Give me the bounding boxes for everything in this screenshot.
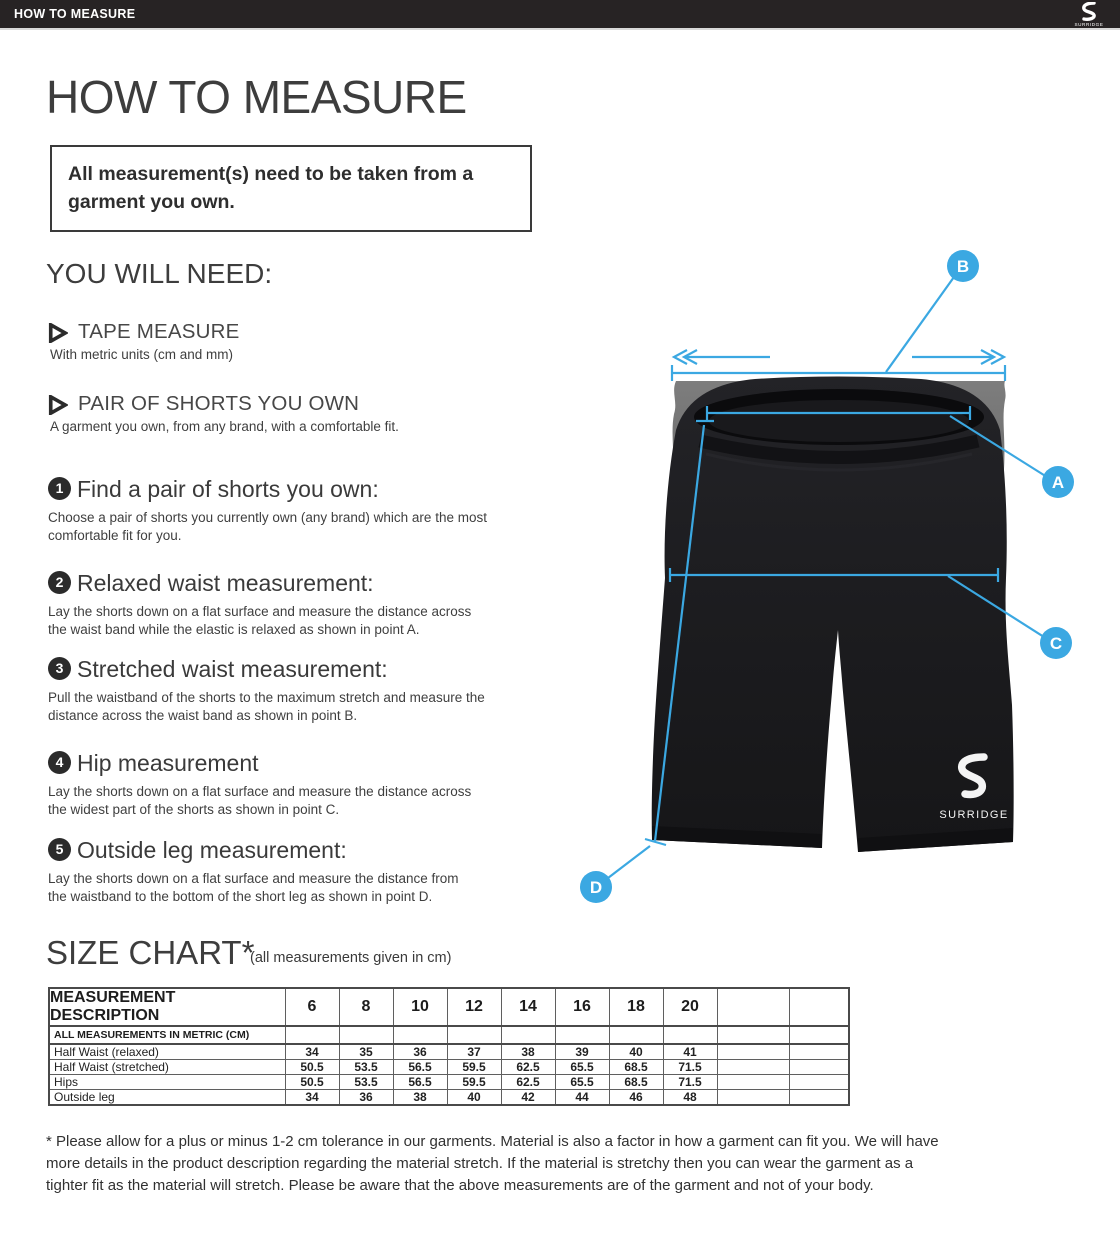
step-number-badge: 2 xyxy=(48,571,71,594)
step-number-badge: 4 xyxy=(48,751,71,774)
table-header-cell xyxy=(717,988,789,1026)
value-cell: 68.5 xyxy=(609,1060,663,1075)
empty-cell xyxy=(555,1026,609,1044)
shorts-diagram xyxy=(540,240,1120,940)
empty-cell xyxy=(717,1075,789,1090)
row-label-cell: Half Waist (relaxed) xyxy=(49,1044,285,1060)
top-bar xyxy=(0,0,1120,30)
value-cell: 36 xyxy=(339,1090,393,1106)
empty-cell xyxy=(609,1026,663,1044)
value-cell: 34 xyxy=(285,1090,339,1106)
step-title: Stretched waist measurement: xyxy=(77,656,388,682)
empty-cell xyxy=(501,1026,555,1044)
step-title: Relaxed waist measurement: xyxy=(77,570,374,596)
need-item-note: A garment you own, from any brand, with a comfortable fit. xyxy=(50,419,399,434)
step-body-line: Choose a pair of shorts you currently own (any brand) which are the most xyxy=(48,510,487,525)
step-body-line: the widest part of the shorts as shown in point C. xyxy=(48,802,340,817)
empty-cell xyxy=(339,1026,393,1044)
value-cell: 38 xyxy=(393,1090,447,1106)
empty-cell xyxy=(717,1090,789,1106)
need-item-label: TAPE MEASURE xyxy=(78,320,240,343)
footnote-line: tighter fit as the material will stretch. Please be aware that the above measurements are of the garment and not of your body. xyxy=(46,1177,874,1194)
step-title: Find a pair of shorts you own: xyxy=(77,476,379,502)
value-cell: 53.5 xyxy=(339,1075,393,1090)
step-title: Outside leg measurement: xyxy=(77,837,347,863)
value-cell: 68.5 xyxy=(609,1075,663,1090)
empty-cell xyxy=(447,1026,501,1044)
step-title: Hip measurement xyxy=(77,750,259,776)
table-header-cell xyxy=(789,988,849,1026)
value-cell: 62.5 xyxy=(501,1060,555,1075)
point-d-label: D xyxy=(589,878,603,897)
value-cell: 44 xyxy=(555,1090,609,1106)
table-header-cell: 12 xyxy=(447,988,501,1026)
footnote-line: more details in the product description regarding the material stretch. If the material is stretchy then you can wear the garment as a xyxy=(46,1155,914,1172)
table-row xyxy=(49,1090,849,1106)
need-item-label: PAIR OF SHORTS YOU OWN xyxy=(78,392,360,415)
table-row xyxy=(49,1060,849,1075)
step-body-line: Lay the shorts down on a flat surface and measure the distance from xyxy=(48,871,459,886)
step-item xyxy=(48,751,548,823)
value-cell: 71.5 xyxy=(663,1060,717,1075)
value-cell: 40 xyxy=(447,1090,501,1106)
table-header-cell: 10 xyxy=(393,988,447,1026)
step-body-line: the waistband to the bottom of the short leg as shown in point D. xyxy=(48,889,433,904)
point-b-label: B xyxy=(956,257,970,276)
value-cell: 62.5 xyxy=(501,1075,555,1090)
size-chart-note: (all measurements given in cm) xyxy=(250,950,452,966)
point-a-label: A xyxy=(1051,473,1065,492)
step-item xyxy=(48,657,548,729)
leader-line-d xyxy=(608,846,650,878)
page-title: HOW TO MEASURE xyxy=(46,71,467,123)
table-header-cell: 20 xyxy=(663,988,717,1026)
value-cell: 46 xyxy=(609,1090,663,1106)
empty-cell xyxy=(717,1044,789,1060)
value-cell: 42 xyxy=(501,1090,555,1106)
you-will-need-heading: YOU WILL NEED: xyxy=(46,258,273,289)
table-header-row xyxy=(49,988,849,1026)
row-label-cell: Half Waist (stretched) xyxy=(49,1060,285,1075)
value-cell: 50.5 xyxy=(285,1060,339,1075)
step-body-line: Lay the shorts down on a flat surface and measure the distance across xyxy=(48,784,472,799)
value-cell: 48 xyxy=(663,1090,717,1106)
step-item xyxy=(48,477,548,549)
top-bar-title: HOW TO MEASURE xyxy=(14,7,136,21)
step-body-line: Lay the shorts down on a flat surface and measure the distance across xyxy=(48,604,472,619)
value-cell: 40 xyxy=(609,1044,663,1060)
value-cell: 59.5 xyxy=(447,1075,501,1090)
value-cell: 56.5 xyxy=(393,1075,447,1090)
notice-box xyxy=(50,145,532,232)
table-header-cell: MEASUREMENT DESCRIPTION xyxy=(49,988,285,1026)
empty-cell xyxy=(789,1090,849,1106)
step-number-badge: 1 xyxy=(48,477,71,500)
empty-cell xyxy=(717,1026,789,1044)
table-header-cell: 14 xyxy=(501,988,555,1026)
empty-cell xyxy=(789,1026,849,1044)
value-cell: 36 xyxy=(393,1044,447,1060)
step-number-badge: 5 xyxy=(48,838,71,861)
value-cell: 41 xyxy=(663,1044,717,1060)
metric-note-row xyxy=(49,1026,849,1044)
table-header-cell: 8 xyxy=(339,988,393,1026)
row-label-cell: Hips xyxy=(49,1075,285,1090)
table-row xyxy=(49,1044,849,1060)
empty-cell xyxy=(789,1044,849,1060)
table-header-cell: 16 xyxy=(555,988,609,1026)
value-cell: 38 xyxy=(501,1044,555,1060)
surridge-logo-icon xyxy=(1072,2,1106,28)
footnote xyxy=(46,1131,1096,1197)
footnote-line: * Please allow for a plus or minus 1-2 cm tolerance in our garments. Material is also a factor in how a garment can fit you. We will have xyxy=(46,1133,939,1150)
play-triangle-icon xyxy=(48,323,68,343)
row-label-cell: Outside leg xyxy=(49,1090,285,1106)
step-item xyxy=(48,571,548,643)
empty-cell xyxy=(717,1060,789,1075)
need-item-note: With metric units (cm and mm) xyxy=(50,347,234,362)
step-body-line: the waist band while the elastic is relaxed as shown in point A. xyxy=(48,622,420,637)
value-cell: 59.5 xyxy=(447,1060,501,1075)
value-cell: 65.5 xyxy=(555,1060,609,1075)
step-body-line: distance across the waist band as shown in point B. xyxy=(48,708,358,723)
table-header-cell: 6 xyxy=(285,988,339,1026)
step-body-line: Pull the waistband of the shorts to the maximum stretch and measure the xyxy=(48,690,485,705)
value-cell: 50.5 xyxy=(285,1075,339,1090)
value-cell: 65.5 xyxy=(555,1075,609,1090)
empty-cell xyxy=(393,1026,447,1044)
play-triangle-icon xyxy=(48,395,68,415)
value-cell: 34 xyxy=(285,1044,339,1060)
garment-logo-text: SURRIDGE xyxy=(939,809,1009,821)
size-chart-table xyxy=(48,987,850,1106)
empty-cell xyxy=(789,1075,849,1090)
step-body-line: comfortable fit for you. xyxy=(48,528,182,543)
table-row xyxy=(49,1075,849,1090)
table-header-cell: 18 xyxy=(609,988,663,1026)
value-cell: 71.5 xyxy=(663,1075,717,1090)
value-cell: 37 xyxy=(447,1044,501,1060)
value-cell: 35 xyxy=(339,1044,393,1060)
top-bar-brand-text: SURRIDGE xyxy=(1074,22,1104,27)
size-chart-heading: SIZE CHART* xyxy=(46,934,255,971)
waistband-inner-shadow xyxy=(709,400,969,442)
notice-text: All measurement(s) need to be taken from a garment you own. xyxy=(68,163,474,214)
point-c-label: C xyxy=(1049,634,1063,653)
empty-cell xyxy=(663,1026,717,1044)
step-number-badge: 3 xyxy=(48,657,71,680)
value-cell: 53.5 xyxy=(339,1060,393,1075)
metric-note-cell: ALL MEASUREMENTS IN METRIC (CM) xyxy=(49,1026,285,1044)
step-item xyxy=(48,838,548,910)
value-cell: 56.5 xyxy=(393,1060,447,1075)
value-cell: 39 xyxy=(555,1044,609,1060)
empty-cell xyxy=(285,1026,339,1044)
empty-cell xyxy=(789,1060,849,1075)
